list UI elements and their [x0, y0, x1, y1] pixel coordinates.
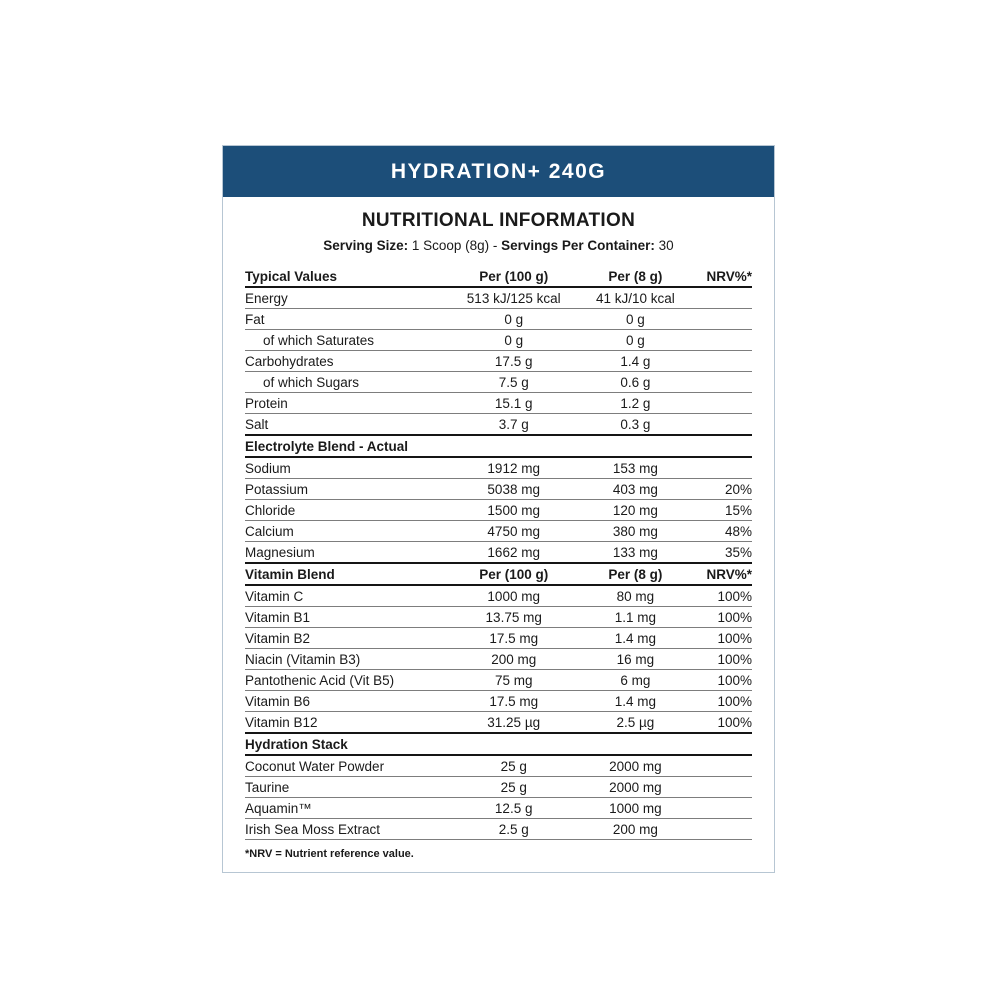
value-per-100g: 5038 mg [487, 482, 540, 497]
value-per-8g: 16 mg [616, 652, 655, 667]
value-per-8g: 1.1 mg [614, 610, 657, 625]
row-label: Calcium [245, 524, 294, 539]
value-nrv: 20% [724, 482, 752, 497]
value-per-100g: 1662 mg [487, 545, 540, 560]
product-banner [223, 146, 774, 197]
value-nrv: 100% [717, 631, 752, 646]
servings-per-container-value: 30 [654, 238, 674, 253]
value-per-100g: 31.25 µg [487, 715, 541, 730]
row-label: Vitamin B2 [245, 631, 311, 646]
table-row [245, 649, 752, 670]
table-row [245, 798, 752, 819]
row-label: Fat [245, 312, 265, 327]
table-row [245, 457, 752, 479]
row-label: Pantothenic Acid (Vit B5) [245, 673, 395, 688]
row-label: Vitamin B1 [245, 610, 311, 625]
row-label: of which Saturates [263, 333, 375, 348]
value-per-100g: 75 mg [494, 673, 533, 688]
value-per-100g: 15.1 g [494, 396, 533, 411]
table-row [245, 372, 752, 393]
value-per-100g: 17.5 mg [489, 694, 539, 709]
table-row [245, 607, 752, 628]
value-per-100g: 17.5 g [494, 354, 533, 369]
value-nrv [691, 819, 752, 840]
row-label: Energy [245, 291, 288, 306]
table-row [245, 755, 752, 777]
row-label: Protein [245, 396, 288, 411]
value-per-8g: 41 kJ/10 kcal [595, 291, 675, 306]
section-title: Vitamin Blend [245, 567, 335, 582]
value-nrv [691, 351, 752, 372]
value-nrv [691, 287, 752, 309]
value-nrv: 100% [717, 715, 752, 730]
table-row [245, 414, 752, 436]
value-per-8g: 120 mg [612, 503, 658, 518]
serving-size-label: Serving Size: [323, 238, 409, 253]
table-row [245, 712, 752, 734]
column-header-per-8g: Per (8 g) [608, 269, 663, 284]
table-row [245, 628, 752, 649]
section-header-electrolyte-blend [245, 435, 752, 457]
value-per-100g: 200 mg [491, 652, 537, 667]
value-per-100g: 0 g [504, 333, 524, 348]
table-row [245, 500, 752, 521]
table-row [245, 479, 752, 500]
value-per-100g: 513 kJ/125 kcal [466, 291, 561, 306]
value-per-100g: 1912 mg [487, 461, 540, 476]
value-nrv [691, 309, 752, 330]
value-per-100g: 4750 mg [487, 524, 540, 539]
column-header-nrv: NRV%* [706, 269, 752, 284]
value-per-100g: 25 g [500, 759, 527, 774]
table-row [245, 287, 752, 309]
table-row [245, 330, 752, 351]
value-per-8g: 380 mg [612, 524, 658, 539]
value-per-100g: 3.7 g [498, 417, 529, 432]
value-nrv: 15% [724, 503, 752, 518]
row-label: Niacin (Vitamin B3) [245, 652, 361, 667]
section-header-hydration-stack [245, 733, 752, 755]
column-header-per-100g: Per (100 g) [479, 567, 549, 582]
value-per-100g: 12.5 g [494, 801, 533, 816]
value-per-100g: 7.5 g [498, 375, 529, 390]
table-row [245, 585, 752, 607]
table-row [245, 393, 752, 414]
value-nrv [691, 798, 752, 819]
column-header-per-100g: Per (100 g) [479, 269, 549, 284]
value-per-8g: 0 g [625, 312, 645, 327]
value-per-100g: 25 g [500, 780, 527, 795]
value-nrv: 100% [717, 652, 752, 667]
section-header-vitamin-blend [245, 563, 752, 585]
value-per-8g: 133 mg [612, 545, 658, 560]
table-header-row [245, 266, 752, 287]
table-row [245, 691, 752, 712]
value-nrv [691, 372, 752, 393]
label-content [223, 210, 774, 860]
value-per-8g: 153 mg [612, 461, 658, 476]
value-per-8g: 2000 mg [609, 780, 662, 795]
value-per-8g: 403 mg [612, 482, 658, 497]
value-nrv [691, 777, 752, 798]
row-label: Potassium [245, 482, 309, 497]
value-nrv [691, 457, 752, 479]
value-nrv: 100% [717, 610, 752, 625]
value-nrv: 100% [717, 673, 752, 688]
value-per-8g: 80 mg [616, 589, 655, 604]
value-nrv: 100% [717, 694, 752, 709]
value-nrv [691, 414, 752, 436]
column-header-per-8g: Per (8 g) [608, 567, 663, 582]
value-per-100g: 2.5 g [498, 822, 529, 837]
page-title: NUTRITIONAL INFORMATION [361, 210, 636, 231]
row-label: Vitamin B6 [245, 694, 311, 709]
serving-info [245, 238, 752, 253]
value-per-8g: 1.4 mg [614, 694, 657, 709]
table-row [245, 819, 752, 840]
section-title: Hydration Stack [245, 737, 348, 752]
value-per-8g: 0.6 g [620, 375, 651, 390]
row-label: Sodium [245, 461, 291, 476]
value-per-8g: 1.2 g [620, 396, 651, 411]
nrv-footnote: *NRV = Nutrient reference value. [245, 848, 414, 860]
table-row [245, 521, 752, 542]
row-label: Irish Sea Moss Extract [245, 822, 381, 837]
value-per-8g: 200 mg [612, 822, 658, 837]
value-per-100g: 0 g [504, 312, 524, 327]
value-per-8g: 0.3 g [620, 417, 651, 432]
table-row [245, 309, 752, 330]
row-label: Magnesium [245, 545, 315, 560]
value-nrv: 100% [717, 589, 752, 604]
column-header-typical-values: Typical Values [245, 269, 338, 284]
value-nrv [691, 393, 752, 414]
value-per-8g: 6 mg [620, 673, 651, 688]
value-per-8g: 1.4 g [620, 354, 651, 369]
value-per-100g: 17.5 mg [489, 631, 539, 646]
row-label: of which Sugars [263, 375, 360, 390]
table-row [245, 351, 752, 372]
row-label: Aquamin™ [245, 801, 312, 816]
row-label: Carbohydrates [245, 354, 334, 369]
row-label: Coconut Water Powder [245, 759, 385, 774]
section-title: Electrolyte Blend - Actual [245, 439, 409, 454]
servings-per-container-label: Servings Per Container: [501, 238, 655, 253]
value-per-8g: 0 g [625, 333, 645, 348]
value-per-100g: 13.75 mg [485, 610, 542, 625]
product-title: HYDRATION+ 240G [390, 159, 607, 183]
row-label: Vitamin C [245, 589, 304, 604]
row-label: Chloride [245, 503, 296, 518]
column-header-nrv: NRV%* [706, 567, 752, 582]
value-per-8g: 2000 mg [609, 759, 662, 774]
row-label: Salt [245, 417, 269, 432]
value-nrv [691, 330, 752, 351]
table-row [245, 777, 752, 798]
table-row [245, 670, 752, 691]
row-label: Taurine [245, 780, 290, 795]
value-per-100g: 1000 mg [487, 589, 540, 604]
value-nrv: 35% [724, 545, 752, 560]
value-nrv: 48% [724, 524, 752, 539]
value-per-8g: 1000 mg [609, 801, 662, 816]
nutrition-label-card [222, 145, 775, 873]
value-per-100g: 1500 mg [487, 503, 540, 518]
value-nrv [691, 755, 752, 777]
value-per-8g: 1.4 mg [614, 631, 657, 646]
value-per-8g: 2.5 µg [616, 715, 655, 730]
table-row [245, 542, 752, 564]
nutrition-table [245, 266, 752, 840]
row-label: Vitamin B12 [245, 715, 318, 730]
serving-size-value: 1 Scoop (8g) - [408, 238, 502, 253]
